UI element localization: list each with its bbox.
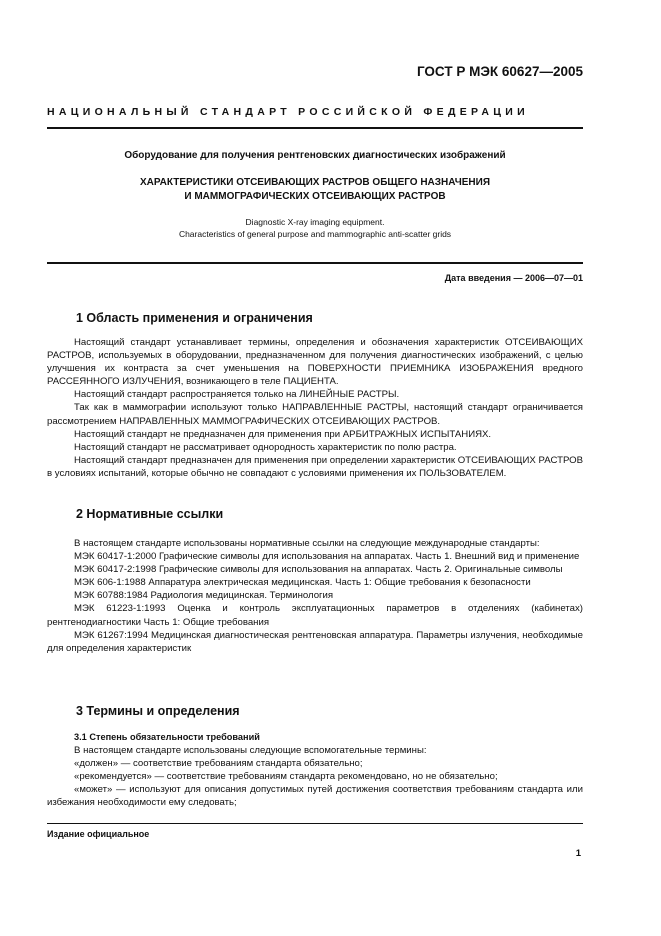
reference-item: МЭК 60417-2:1998 Графические символы для использования на аппаратах. Часть 2. Оригинальные символы: [74, 564, 563, 576]
paragraph: В настоящем стандарте использованы следующие вспомогательные термины:: [74, 745, 427, 757]
edition-label: Издание официальное: [47, 829, 150, 839]
section-2-heading: 2 Нормативные ссылки: [76, 507, 224, 521]
introduction-date: Дата введения — 2006—07—01: [444, 273, 583, 283]
specific-title-line2: И МАММОГРАФИЧЕСКИХ ОТСЕИВАЮЩИХ РАСТРОВ: [184, 191, 446, 202]
english-title: [47, 216, 583, 240]
paragraph: Настоящий стандарт не предназначен для применения при АРБИТРАЖНЫХ ИСПЫТАНИЯХ.: [74, 428, 492, 440]
standard-id: ГОСТ Р МЭК 60627—2005: [416, 64, 583, 79]
national-standard-line: НАЦИОНАЛЬНЫЙ СТАНДАРТ РОССИЙСКОЙ ФЕДЕРАЦИИ: [47, 106, 529, 118]
subsection-heading: 3.1 Степень обязательности требований: [74, 732, 260, 742]
section-3-body: [47, 731, 583, 810]
paragraph: Настоящий стандарт не рассматривает однородность характеристик по полю растра.: [74, 441, 457, 453]
general-title: Оборудование для получения рентгеновских диагностических изображений: [124, 150, 506, 161]
section-1-body: [47, 336, 583, 480]
reference-item: МЭК 60417-1:2000 Графические символы для использования на аппаратах. Часть 1. Внешний вид и применение: [74, 551, 580, 563]
english-title-line1: Diagnostic X-ray imaging equipment.: [245, 217, 385, 227]
reference-item: МЭК 61223-1:1993 Оценка и контроль эксплуатационных параметров в отделениях (кабинетах) рентгенодиагностики Часть 1: Общие требования: [47, 603, 583, 628]
paragraph: Настоящий стандарт устанавливает термины, определения и обозначения характеристик ОТСЕИВАЮЩИХ РАСТРОВ, используемых в оборудовании, предназначенном для получения диагностических изображений, с целью улучшения их контраста за счет уменьшения на ПОВЕРХНОСТИ ПРИЕМНИКА ИЗОБРАЖЕНИЯ вредного РАССЕЯННОГО ИЗЛУЧЕНИЯ, возникающего в теле ПАЦИЕНТА.: [47, 337, 583, 388]
paragraph: В настоящем стандарте использованы нормативные ссылки на следующие международные стандарты:: [74, 538, 540, 549]
paragraph: Настоящий стандарт предназначен для применения при определении характеристик ОТСЕИВАЮЩИХ РАСТРОВ в условиях испытаний, которые обычно не совпадают с условиями применения их ПОЛЬЗОВАТЕЛЕМ.: [47, 454, 583, 479]
section-2-body: [47, 537, 583, 655]
top-divider: [47, 127, 583, 129]
paragraph: «должен» — соответствие требованиям стандарта обязательно;: [74, 758, 363, 770]
paragraph: Так как в маммографии используют только НАПРАВЛЕННЫЕ РАСТРЫ, настоящий стандарт ограничивается рассмотрением НАПРАВЛЕННЫХ МАММОГРАФИЧЕСКИХ ОТСЕИВАЮЩИХ РАСТРОВ.: [47, 402, 583, 427]
specific-title: [47, 176, 583, 204]
specific-title-line1: ХАРАКТЕРИСТИКИ ОТСЕИВАЮЩИХ РАСТРОВ ОБЩЕГО НАЗНАЧЕНИЯ: [139, 177, 491, 188]
footer-divider: [47, 823, 583, 824]
section-1-heading: 1 Область применения и ограничения: [76, 311, 313, 325]
paragraph: Настоящий стандарт распространяется только на ЛИНЕЙНЫЕ РАСТРЫ.: [74, 389, 400, 401]
english-title-line2: Characteristics of general purpose and mammographic anti-scatter grids: [178, 229, 452, 239]
section-3-heading: 3 Термины и определения: [76, 704, 240, 718]
paragraph: «рекомендуется» — соответствие требованиям стандарта рекомендовано, но не обязательно;: [74, 771, 498, 783]
reference-item: МЭК 60788:1984 Радиология медицинская. Терминология: [74, 590, 334, 602]
paragraph: «может» — используют для описания допустимых путей достижения соответствия требованиям стандарта или избежания необходимости ему следовать;: [47, 784, 583, 809]
title-divider: [47, 262, 583, 264]
page-number: 1: [575, 848, 581, 859]
reference-item: МЭК 606-1:1988 Аппаратура электрическая медицинская. Часть 1: Общие требования к безопасности: [74, 577, 531, 589]
reference-item: МЭК 61267:1994 Медицинская диагностическая рентгеновская аппаратура. Параметры излучения, необходимые для определения характеристик: [47, 629, 583, 654]
